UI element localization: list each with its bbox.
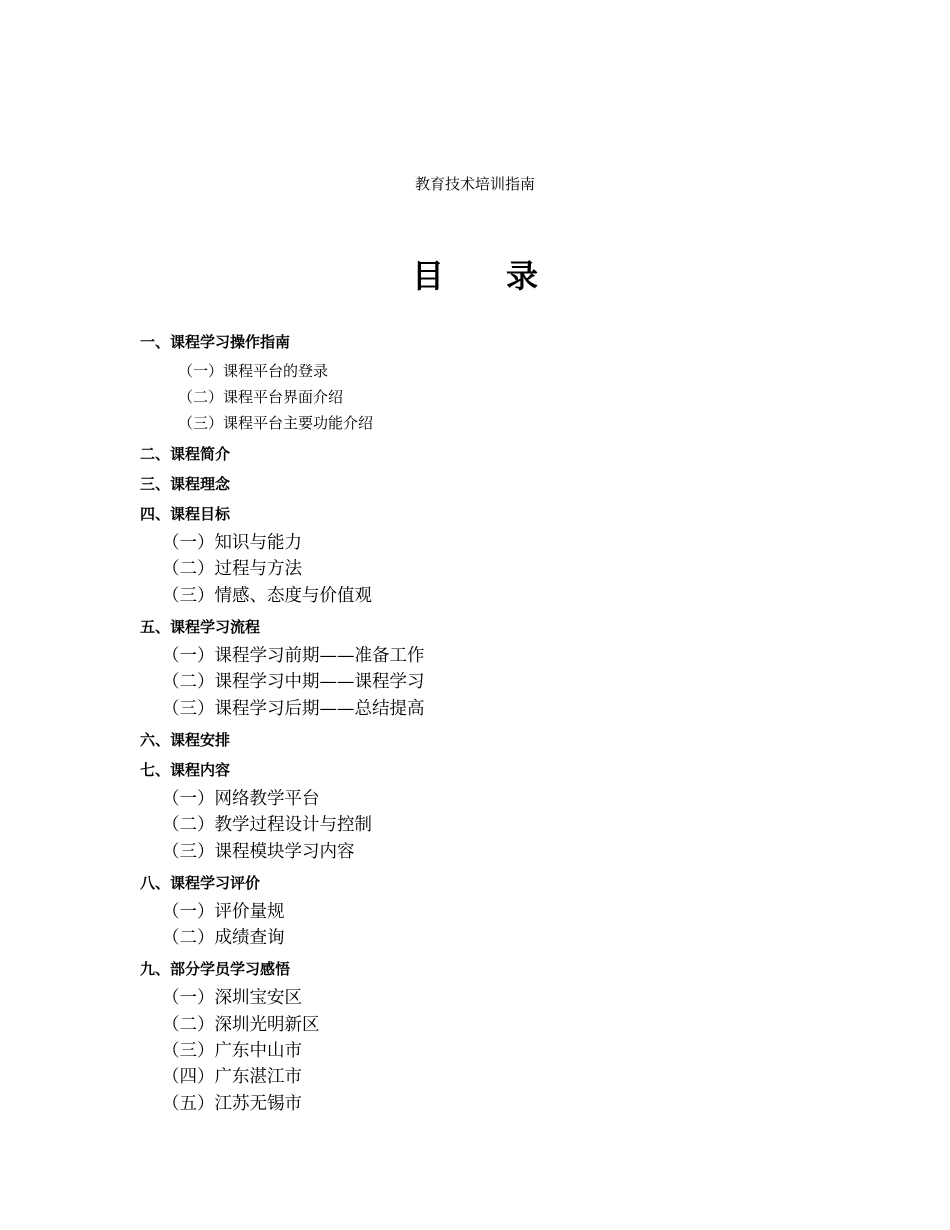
document-header-title: 教育技术培训指南 [414, 175, 535, 193]
toc-item-1-2[interactable]: （二）课程平台界面介绍 [178, 388, 344, 406]
toc-item-4-2[interactable]: （二）过程与方法 [162, 559, 302, 579]
toc-item-1-3[interactable]: （三）课程平台主要功能介绍 [178, 414, 374, 432]
toc-item-8-2[interactable]: （二）成绩查询 [162, 928, 285, 948]
toc-section-3[interactable]: 三、课程理念 [140, 475, 231, 493]
toc-item-9-3[interactable]: （三）广东中山市 [162, 1041, 302, 1061]
toc-item-7-2[interactable]: （二）教学过程设计与控制 [162, 815, 372, 835]
toc-item-1-1[interactable]: （一）课程平台的登录 [178, 362, 329, 380]
toc-heading-left: 目 [411, 257, 444, 295]
toc-item-7-1[interactable]: （一）网络教学平台 [162, 789, 320, 809]
toc-item-7-3[interactable]: （三）课程模块学习内容 [162, 842, 355, 862]
toc-section-9[interactable]: 九、部分学员学习感悟 [140, 960, 291, 978]
toc-section-5[interactable]: 五、课程学习流程 [140, 618, 261, 636]
toc-item-4-3[interactable]: （三）情感、态度与价值观 [162, 586, 372, 606]
toc-section-7[interactable]: 七、课程内容 [140, 761, 231, 779]
toc-section-1[interactable]: 一、课程学习操作指南 [140, 333, 291, 351]
toc-item-5-1[interactable]: （一）课程学习前期——准备工作 [162, 646, 425, 666]
toc-section-2[interactable]: 二、课程简介 [140, 445, 231, 463]
toc-heading-right: 录 [506, 257, 539, 295]
toc-item-4-1[interactable]: （一）知识与能力 [162, 533, 302, 553]
toc-item-9-5[interactable]: （五）江苏无锡市 [162, 1094, 302, 1114]
toc-section-4[interactable]: 四、课程目标 [140, 505, 231, 523]
toc-item-5-3[interactable]: （三）课程学习后期——总结提高 [162, 699, 425, 719]
toc-section-8[interactable]: 八、课程学习评价 [140, 874, 261, 892]
toc-item-8-1[interactable]: （一）评价量规 [162, 902, 285, 922]
toc-section-6[interactable]: 六、课程安排 [140, 731, 231, 749]
toc-item-9-4[interactable]: （四）广东湛江市 [162, 1067, 302, 1087]
toc-item-9-1[interactable]: （一）深圳宝安区 [162, 988, 302, 1008]
toc-item-9-2[interactable]: （二）深圳光明新区 [162, 1015, 320, 1035]
toc-item-5-2[interactable]: （二）课程学习中期——课程学习 [162, 672, 425, 692]
